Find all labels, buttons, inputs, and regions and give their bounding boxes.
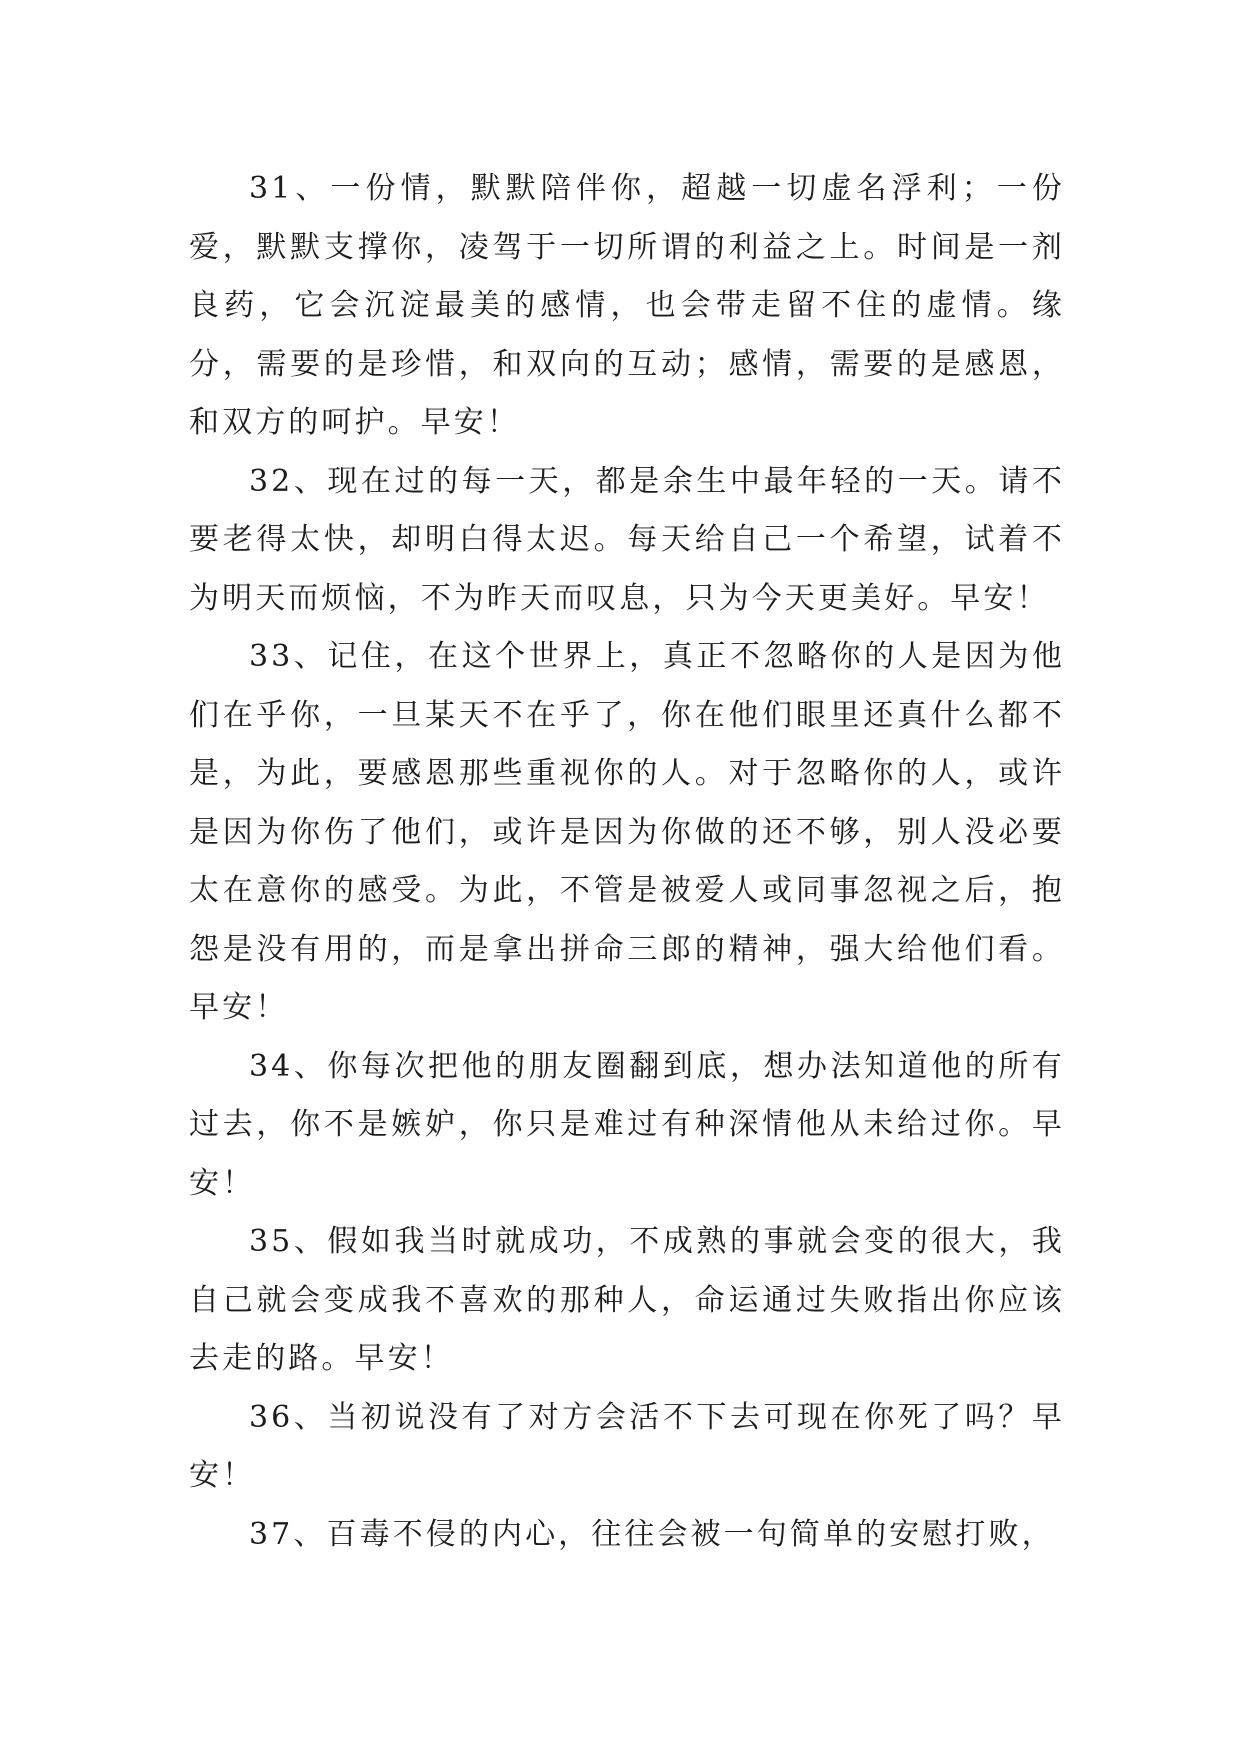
- paragraph-33: 33、记住，在这个世界上，真正不忽略你的人是因为他们在乎你，一旦某天不在乎了，你在他们眼里还真什么都不是，为此，要感恩那些重视你的人。对于忽略你的人，或许是因为你伤了他们，或许是因为你做的还不够，别人没必要太在意你的感受。为此，不管是被爱人或同事忽视之后，抱怨是没有用的，而是拿出拼命三郎的精神，强大给他们看。早安！: [189, 639, 1065, 1025]
- paragraph-36: 36、当初说没有了对方会活不下去可现在你死了吗？早安！: [189, 1399, 1065, 1493]
- paragraph-32: 32、现在过的每一天，都是余生中最年轻的一天。请不要老得太快，却明白得太迟。每天给自己一个希望，试着不为明天而烦恼，不为昨天而叹息，只为今天更美好。早安！: [189, 463, 1065, 616]
- paragraph-35: 35、假如我当时就成功，不成熟的事就会变的很大，我自己就会变成我不喜欢的那种人，命运通过失败指出你应该去走的路。早安！: [189, 1224, 1065, 1376]
- paragraph-37: 37、百毒不侵的内心，往往会被一句简单的安慰打败，: [249, 1516, 1055, 1552]
- document-body: [189, 160, 1065, 1564]
- paragraph-31: 31、一份情，默默陪伴你，超越一切虚名浮利；一份爱，默默支撑你，凌驾于一切所谓的利益之上。时间是一剂良药，它会沉淀最美的感情，也会带走留不住的虚情。缘分，需要的是珍惜，和双向的互动；感情，需要的是感恩，和双方的呵护。早安！: [189, 171, 1065, 440]
- paragraph-34: 34、你每次把他的朋友圈翻到底，想办法知道他的所有过去，你不是嫉妒，你只是难过有种深情他从未给过你。早安！: [189, 1048, 1065, 1201]
